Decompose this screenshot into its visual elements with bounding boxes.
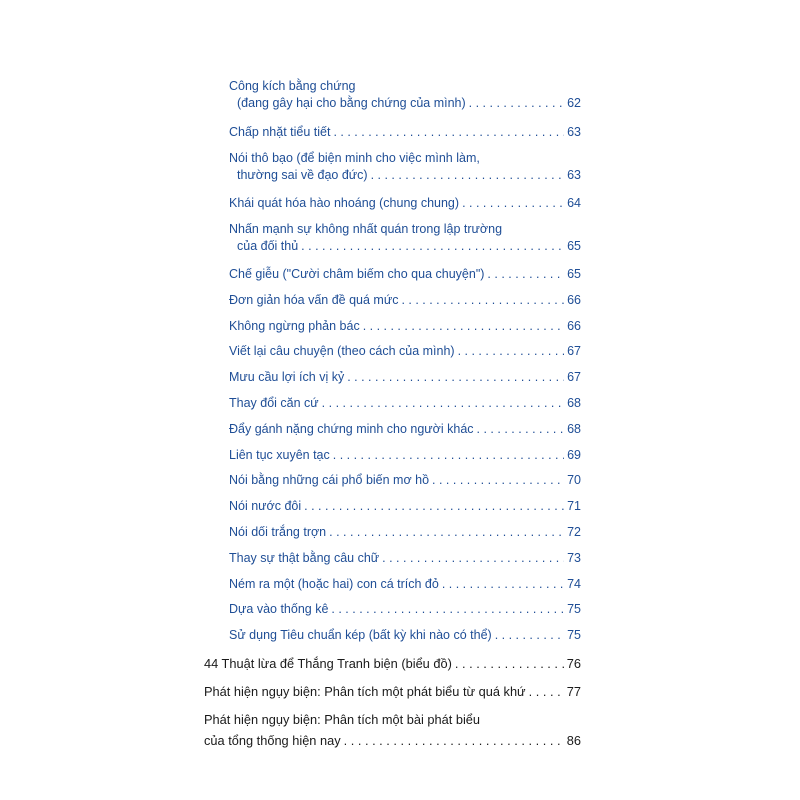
toc-entry (229, 318, 581, 335)
page-number: 75 (567, 602, 581, 616)
toc-main-entry (204, 683, 581, 700)
dot-leader (344, 732, 564, 749)
entry-title: Khái quát hóa hào nhoáng (chung chung) (229, 196, 460, 210)
dot-leader (469, 95, 564, 112)
page-number: 73 (567, 551, 581, 565)
entry-title: Thay sự thật bằng câu chữ (229, 551, 380, 565)
entry-title: Viết lại câu chuyện (theo cách của mình) (229, 344, 455, 358)
entry-title: Phát hiện ngụy biện: Phân tích một bài phát biểu (204, 712, 481, 727)
page-number: 66 (567, 319, 581, 333)
toc-entry (229, 124, 581, 141)
entry-title-continued: của đối thủ (237, 239, 299, 253)
page-number: 65 (567, 239, 581, 253)
dot-leader (442, 576, 564, 593)
page-number: 67 (567, 370, 581, 384)
entry-title: Liên tục xuyên tạc (229, 448, 330, 462)
dot-leader (333, 447, 564, 464)
entry-title: Mưu cầu lợi ích vị kỷ (229, 370, 345, 384)
entry-title-continued: (đang gây hại cho bằng chứng của mình) (237, 96, 466, 110)
page-number: 63 (567, 168, 581, 182)
toc-entry (229, 150, 581, 184)
page-number: 86 (566, 733, 581, 748)
page-number: 62 (567, 96, 581, 110)
entry-title: Phát hiện ngụy biện: Phân tích một phát biểu từ quá khứ (204, 684, 526, 699)
dot-leader (401, 292, 564, 309)
dot-leader (331, 601, 564, 618)
page-number: 65 (567, 267, 581, 281)
entry-title: Nói thô bạo (để biện minh cho việc mình làm, (229, 151, 480, 165)
entry-title: Nói bằng những cái phổ biến mơ hồ (229, 473, 430, 487)
dot-leader (304, 498, 564, 515)
page-number: 76 (566, 656, 581, 671)
entry-title-continued: của tổng thống hiện nay (204, 733, 341, 748)
entry-title: Công kích bằng chứng (229, 79, 356, 93)
toc-entry (229, 78, 581, 112)
dot-leader (382, 550, 564, 567)
entry-title: Dựa vào thống kê (229, 602, 329, 616)
toc-entry (229, 524, 581, 541)
page-number: 64 (567, 196, 581, 210)
toc-entry (229, 447, 581, 464)
dot-leader (329, 524, 564, 541)
page-number: 63 (567, 125, 581, 139)
toc-main-entry (204, 711, 581, 749)
dot-leader (333, 124, 564, 141)
dot-leader (455, 655, 564, 672)
dot-leader (301, 238, 564, 255)
toc-entry (229, 195, 581, 212)
toc-entry (229, 627, 581, 644)
entry-title: Sử dụng Tiêu chuẩn kép (bất kỳ khi nào có thể) (229, 628, 492, 642)
dot-leader (432, 472, 564, 489)
page-number: 69 (567, 448, 581, 462)
toc-entry (229, 343, 581, 360)
entry-title: Ném ra một (hoặc hai) con cá trích đỏ (229, 577, 439, 591)
page-number: 68 (567, 396, 581, 410)
dot-leader (347, 369, 564, 386)
page-number: 74 (567, 577, 581, 591)
page-number: 70 (567, 473, 581, 487)
toc-main-entry (204, 655, 581, 672)
entry-title: Không ngừng phản bác (229, 319, 360, 333)
dot-leader (363, 318, 564, 335)
dot-leader (322, 395, 564, 412)
dot-leader (371, 167, 565, 184)
dot-leader (487, 266, 564, 283)
entry-title: Đẩy gánh nặng chứng minh cho người khác (229, 422, 474, 436)
entry-title: Chế giễu ("Cười châm biếm cho qua chuyện") (229, 267, 485, 281)
toc-entry (229, 498, 581, 515)
dot-leader (495, 627, 564, 644)
dot-leader (462, 195, 564, 212)
toc-entry (229, 266, 581, 283)
page-number: 77 (566, 684, 581, 699)
entry-title: Nói dối trắng trợn (229, 525, 327, 539)
page-number: 72 (567, 525, 581, 539)
toc-entry (229, 550, 581, 567)
dot-leader (529, 683, 564, 700)
toc-entry (229, 395, 581, 412)
page-number: 71 (567, 499, 581, 513)
toc-entry (229, 292, 581, 309)
entry-title: Nói nước đôi (229, 499, 302, 513)
entry-title: Nhấn mạnh sự không nhất quán trong lập trường (229, 222, 503, 236)
entry-title: 44 Thuật lừa để Thắng Tranh biện (biểu đồ) (204, 656, 452, 671)
toc-entry (229, 601, 581, 618)
toc-entry (229, 576, 581, 593)
page-number: 67 (567, 344, 581, 358)
page-number: 68 (567, 422, 581, 436)
dot-leader (477, 421, 565, 438)
entry-title: Đơn giản hóa vấn đề quá mức (229, 293, 399, 307)
toc-entry (229, 221, 581, 255)
toc-entry (229, 421, 581, 438)
toc-entry (229, 369, 581, 386)
entry-title: Chấp nhặt tiểu tiết (229, 125, 331, 139)
page-number: 66 (567, 293, 581, 307)
toc-entry (229, 472, 581, 489)
entry-title-continued: thường sai về đạo đức) (237, 168, 368, 182)
dot-leader (458, 343, 565, 360)
page-number: 75 (567, 628, 581, 642)
entry-title: Thay đổi căn cứ (229, 396, 319, 410)
